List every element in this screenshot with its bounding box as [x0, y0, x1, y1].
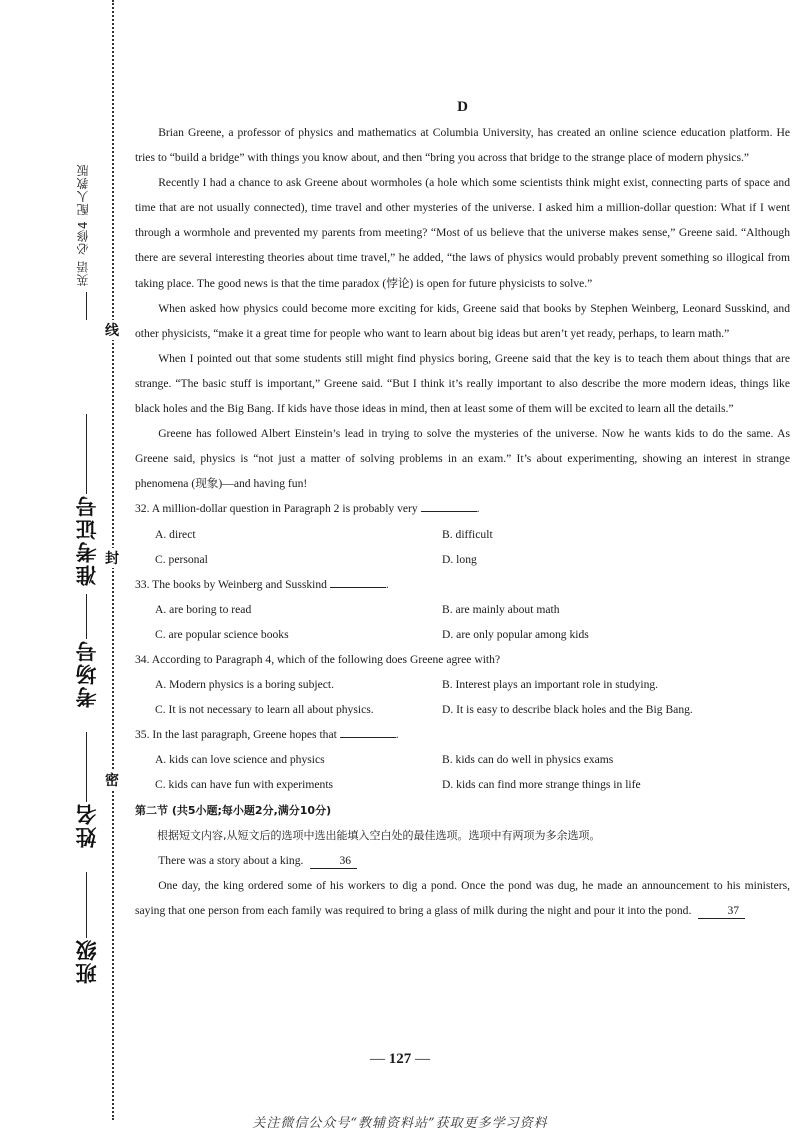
- student-name-blank[interactable]: [87, 732, 88, 802]
- question-34: [135, 647, 790, 672]
- option-33-c[interactable]: C. are popular science books: [155, 627, 289, 641]
- class-label: 班级: [75, 938, 99, 984]
- cloze-paragraph-2: [135, 873, 790, 923]
- page-number-dash-left: —: [370, 1051, 385, 1067]
- answer-blank-35[interactable]: [340, 723, 396, 738]
- class-field[interactable]: [70, 872, 104, 984]
- option-35-b[interactable]: B. kids can do well in physics exams: [442, 753, 614, 767]
- passage-paragraph-3: When asked how physics could become more exciting for kids, Greene said that books by Stephen Weinberg, Leonard Susskind, and other physicists, “make it a great time for people who want to learn about big ideas but aren’t yet ready, perhaps, to learn math.”: [135, 301, 790, 340]
- page-number: [0, 1051, 800, 1068]
- question-33-options: [135, 597, 790, 647]
- section-2-title: 第二节: [135, 803, 168, 817]
- option-35-a[interactable]: A. kids can love science and physics: [155, 753, 325, 767]
- section-2-instruction: 根据短文内容,从短文后的选项中选出能填入空白处的最佳选项。选项中有两项为多余选项。: [157, 828, 601, 842]
- exam-id-field[interactable]: [70, 398, 104, 586]
- question-33-stem: 33. The books by Weinberg and Susskind: [135, 577, 327, 591]
- question-35-stem: 35. In the last paragraph, Greene hopes that: [135, 728, 337, 742]
- exam-room-blank[interactable]: [87, 594, 88, 639]
- cloze-paragraph-2-text: One day, the king ordered some of his workers to dig a pond. Once the pond was dug, he made an announcement to his ministers, saying that one person from each family was required to bring a glass of milk during the night and pour it into the pond.: [135, 878, 790, 917]
- question-32: [135, 496, 790, 521]
- exam-room-field[interactable]: [70, 594, 104, 708]
- option-32-a[interactable]: A. direct: [155, 527, 196, 541]
- option-34-d[interactable]: D. It is easy to describe black holes and the Big Bang.: [442, 703, 693, 717]
- answer-blank-32[interactable]: [421, 497, 477, 512]
- page-number-value: 127: [388, 1051, 412, 1067]
- question-32-end: .: [476, 502, 480, 516]
- section-2-heading: [135, 798, 790, 823]
- course-label: 英语 必修4 配人教版: [76, 163, 90, 286]
- cloze-line-1-text: There was a story about a king.: [158, 853, 304, 867]
- question-33: [135, 572, 790, 597]
- option-34-c[interactable]: C. It is not necessary to learn all about physics.: [155, 703, 374, 717]
- passage-title: D: [457, 99, 468, 115]
- passage-paragraph-5: Greene has followed Albert Einstein’s lead in trying to solve the mysteries of the universe. Now he wants kids to do the same. As Greene said, physics is “not just a matter of solving problems in an exam.” It’s about experimenting, showing an interest in strange phenomena (现象)—and having fun!: [135, 427, 790, 491]
- question-32-options: [135, 522, 790, 572]
- option-33-b[interactable]: B. are mainly about math: [442, 602, 560, 616]
- student-name-field[interactable]: [70, 730, 104, 848]
- answer-blank-33[interactable]: [330, 573, 386, 588]
- question-34-options: [135, 672, 790, 722]
- passage-paragraph-4: When I pointed out that some students still might find physics boring, Greene said that the key is to teach them about things that are strange. “The basic stuff is important,” Greene said. “But I think it’s really important to also describe the more modern ideas, things like black holes and the Big Bang. If kids have those ideas in mind, then at least some of them will be excited to learn all the details.”: [135, 351, 790, 416]
- question-33-end: .: [385, 577, 389, 591]
- page-number-dash-right: —: [415, 1051, 430, 1067]
- question-35-end: .: [395, 728, 399, 742]
- question-35-options: [135, 747, 790, 797]
- exam-id-label: 准考证号: [75, 494, 99, 586]
- passage-paragraph-1: Brian Greene, a professor of physics and mathematics at Columbia University, has created an online science education platform. He tries to “build a bridge” with things you know about, and then “bring you across that bridge to the strange place of modern physics.”: [135, 126, 790, 165]
- passage-paragraph-2: Recently I had a chance to ask Greene about wormholes (a hole which some scientists think might exist, connecting parts of space and time that are not usually connected), time travel and other mysteries of the universe. I asked him a million-dollar question: What if I went through a wormhole and prevented my parents from meeting? “Most of us believe that the universe makes sense,” Greene said. “Although there are several interesting theories about time travel,” he added, “the laws of physics would probably prevent something so illogical from taking place. The good news is that the time paradox (悖论) is open for future physicists to solve.”: [135, 176, 790, 290]
- seal-mark-mi: 密: [104, 770, 120, 790]
- cloze-line-1: [135, 848, 790, 873]
- cloze-blank-37[interactable]: 37: [698, 904, 745, 919]
- seal-mark-xian: 线: [104, 320, 120, 340]
- option-35-c[interactable]: C. kids can have fun with experiments: [155, 778, 334, 792]
- exam-room-label: 考场号: [75, 639, 99, 708]
- section-2-subtitle: (共5小题;每小题2分,满分10分): [171, 803, 332, 817]
- question-35: [135, 722, 790, 747]
- question-34-stem: 34. According to Paragraph 4, which of the following does Greene agree with?: [135, 652, 501, 666]
- footer-note: 关注微信公众号“教辅资料站”获取更多学习资料: [252, 1116, 548, 1131]
- seal-mark-feng: 封: [104, 548, 120, 568]
- student-name-label: 姓名: [75, 802, 99, 848]
- option-35-d[interactable]: D. kids can find more strange things in life: [442, 778, 641, 792]
- class-blank[interactable]: [87, 872, 88, 938]
- exam-id-blank[interactable]: [87, 414, 88, 494]
- option-32-c[interactable]: C. personal: [155, 552, 208, 566]
- cloze-blank-36[interactable]: 36: [310, 854, 357, 869]
- question-32-stem: 32. A million-dollar question in Paragraph 2 is probably very: [135, 502, 418, 516]
- course-underline: [86, 292, 87, 320]
- option-34-a[interactable]: A. Modern physics is a boring subject.: [155, 678, 335, 692]
- option-32-d[interactable]: D. long: [442, 552, 477, 566]
- option-33-d[interactable]: D. are only popular among kids: [442, 627, 589, 641]
- option-33-a[interactable]: A. are boring to read: [155, 602, 252, 616]
- option-34-b[interactable]: B. Interest plays an important role in studying.: [442, 678, 659, 692]
- option-32-b[interactable]: B. difficult: [442, 527, 493, 541]
- page-content: [135, 96, 790, 923]
